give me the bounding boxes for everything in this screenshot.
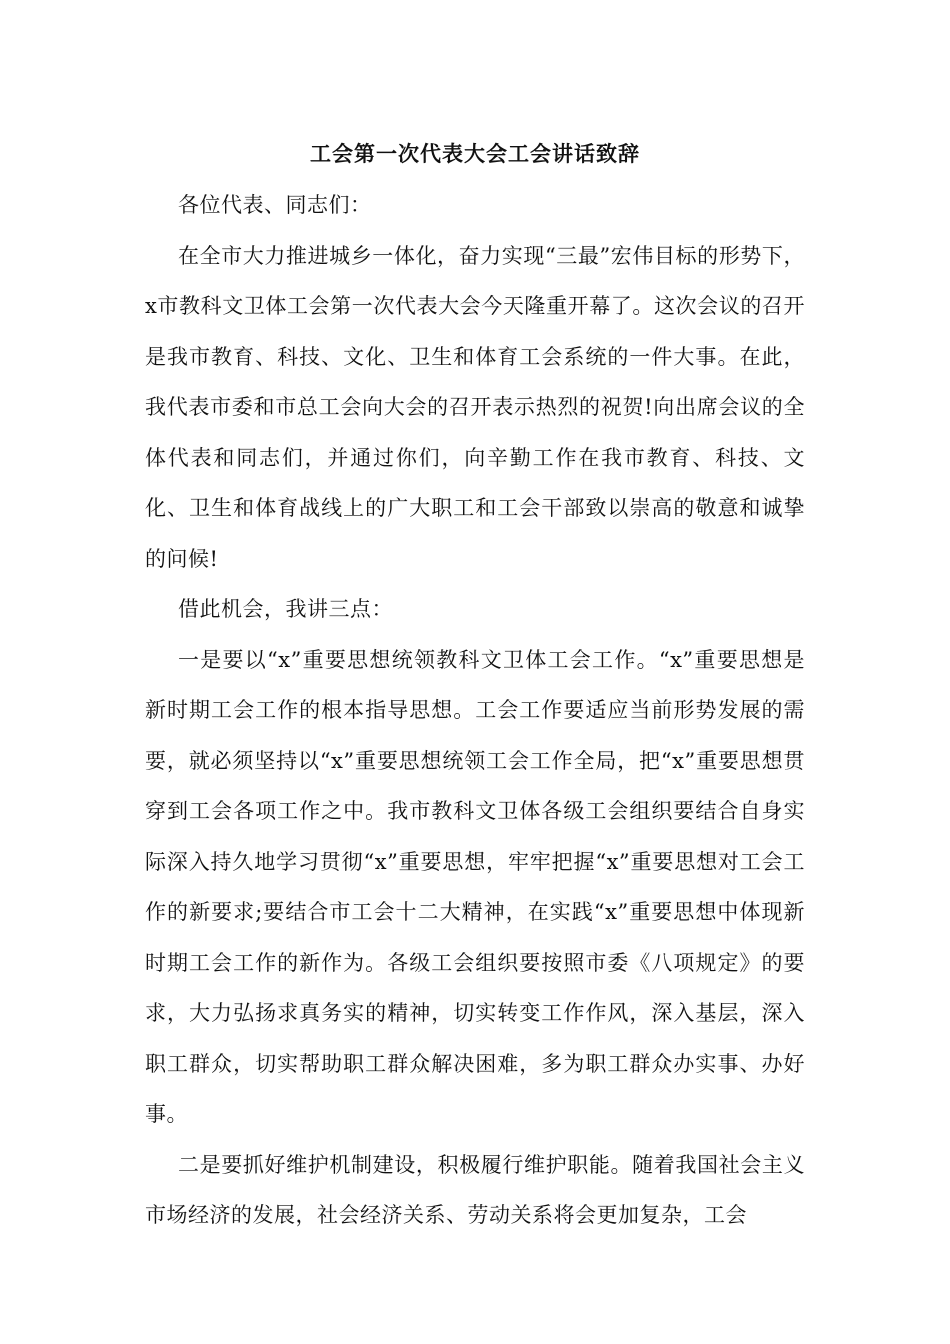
point-one-paragraph: 一是要以“x”重要思想统领教科文卫体工会工作。“x”重要思想是新时期工会工作的根本指导思想。工会工作要适应当前形势发展的需要，就必须坚持以“x”重要思想统领工会工作全局，把“x”重要思想贯穿到工会各项工作之中。我市教科文卫体各级工会组织要结合自身实际深入持久地学习贯彻“x”重要思想，牢牢把握“x”重要思想对工会工作的新要求;要结合市工会十二大精神，在实践“x”重要思想中体现新时期工会工作的新作为。各级工会组织要按照市委《八项规定》的要求，大力弘扬求真务实的精神，切实转变工作作风，深入基层，深入职工群众，切实帮助职工群众解决困难，多为职工群众办实事、办好事。 (145, 647, 805, 1126)
point-two-paragraph: 二是要抓好维护机制建设，积极履行维护职能。随着我国社会主义市场经济的发展，社会经济关系、劳动关系将会更加复杂，工会 (145, 1152, 805, 1227)
transition-paragraph: 借此机会，我讲三点： (178, 597, 393, 621)
opening-paragraph: 在全市大力推进城乡一体化，奋力实现“三最”宏伟目标的形势下，x市教科文卫体工会第一次代表大会今天隆重开幕了。这次会议的召开是我市教育、科技、文化、卫生和体育工会系统的一件大事。在此，我代表市委和市总工会向大会的召开表示热烈的祝贺!向出席会议的全体代表和同志们，并通过你们，向辛勤工作在我市教育、科技、文化、卫生和体育战线上的广大职工和工会干部致以崇高的敬意和诚挚的问候! (145, 243, 805, 571)
document-title: 工会第一次代表大会工会讲话致辞 (310, 141, 640, 166)
salutation-paragraph: 各位代表、同志们： (178, 193, 372, 217)
document-body (145, 180, 805, 1241)
